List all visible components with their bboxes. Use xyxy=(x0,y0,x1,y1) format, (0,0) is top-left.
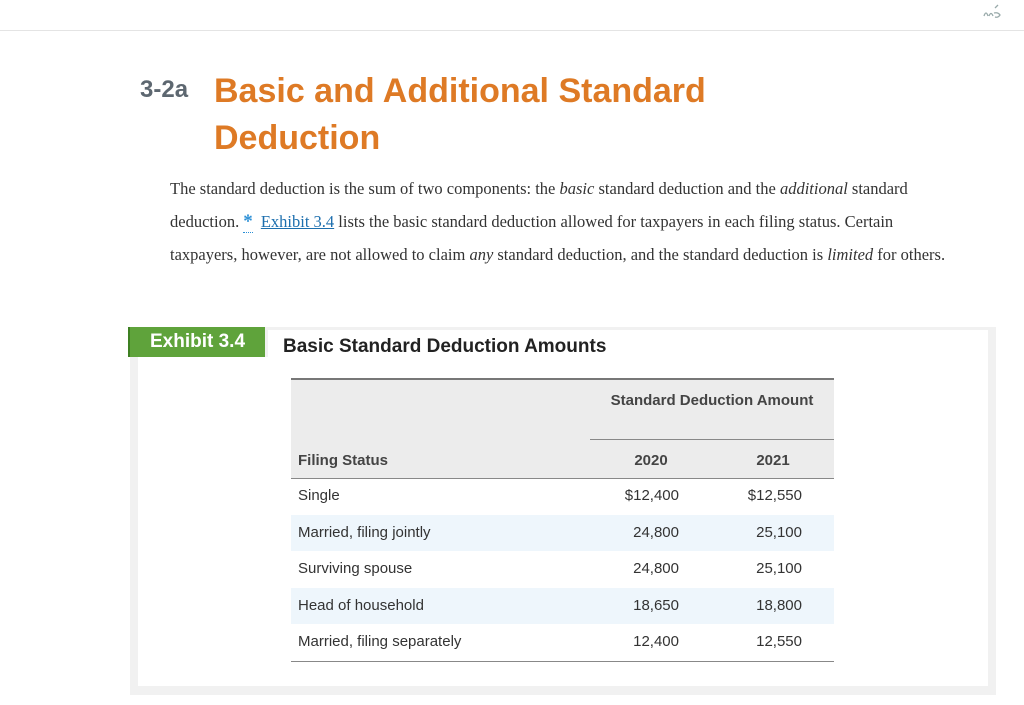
intro-emphasis: basic xyxy=(559,179,595,198)
section-title: Basic and Additional Standard Deduction xyxy=(214,72,706,157)
header-filing-status: Filing Status xyxy=(298,452,388,469)
table-row xyxy=(291,588,834,625)
intro-emphasis: any xyxy=(469,245,494,264)
amount-2020-cell: 24,800 xyxy=(633,560,679,578)
intro-text: lists the basic standard deduction allowed for taxpayers in each filing status. Certain taxpayers, however, are not allowed to claim xyxy=(170,212,894,264)
top-toolbar xyxy=(0,0,1024,31)
standard-deduction-table xyxy=(291,378,834,662)
filing-status-cell: Surviving spouse xyxy=(298,560,413,578)
intro-paragraph xyxy=(170,172,950,271)
amount-2020-cell: 24,800 xyxy=(633,523,679,541)
table-row xyxy=(291,624,834,661)
filing-status-cell: Married, filing separately xyxy=(298,633,462,651)
header-divider xyxy=(590,439,834,440)
exhibit-title: Basic Standard Deduction Amounts xyxy=(283,336,607,357)
amount-2020-cell: $12,400 xyxy=(624,487,679,504)
amount-2021-cell: 18,800 xyxy=(756,596,802,614)
header-year-2021: 2021 xyxy=(756,452,790,469)
table-row xyxy=(291,478,834,515)
exhibit-badge: Exhibit 3.4 xyxy=(130,327,268,357)
table-row xyxy=(291,551,834,588)
footnote-marker[interactable]: * xyxy=(243,211,253,232)
table-row xyxy=(291,515,834,552)
filing-status-cell: Head of household xyxy=(298,596,424,614)
intro-text: for others. xyxy=(873,245,946,264)
exhibit-link[interactable]: Exhibit 3.4 xyxy=(260,212,335,231)
amount-2020-cell: 18,650 xyxy=(633,596,679,614)
tools-icon[interactable] xyxy=(982,4,1002,22)
filing-status-cell: Single xyxy=(298,487,340,504)
amount-2021-cell: 12,550 xyxy=(756,633,802,651)
intro-text: standard deduction. xyxy=(170,179,908,231)
intro-emphasis: additional xyxy=(779,179,848,198)
header-year-2020: 2020 xyxy=(634,452,668,469)
table-bottom-rule xyxy=(291,661,834,662)
section-number: 3-2a xyxy=(140,76,189,103)
table-header xyxy=(291,378,834,478)
intro-emphasis: limited xyxy=(827,245,874,264)
intro-text: standard deduction and the xyxy=(594,179,780,198)
filing-status-cell: Married, filing jointly xyxy=(298,523,431,541)
amount-2021-cell: $12,550 xyxy=(747,487,802,504)
intro-text: standard deduction, and the standard deduction is xyxy=(493,245,828,264)
amount-2021-cell: 25,100 xyxy=(756,523,802,541)
amount-2020-cell: 12,400 xyxy=(633,633,679,651)
header-standard-deduction-amount: Standard Deduction Amount xyxy=(610,392,814,409)
intro-text: The standard deduction is the sum of two components: the xyxy=(170,179,560,198)
amount-2021-cell: 25,100 xyxy=(756,560,802,578)
